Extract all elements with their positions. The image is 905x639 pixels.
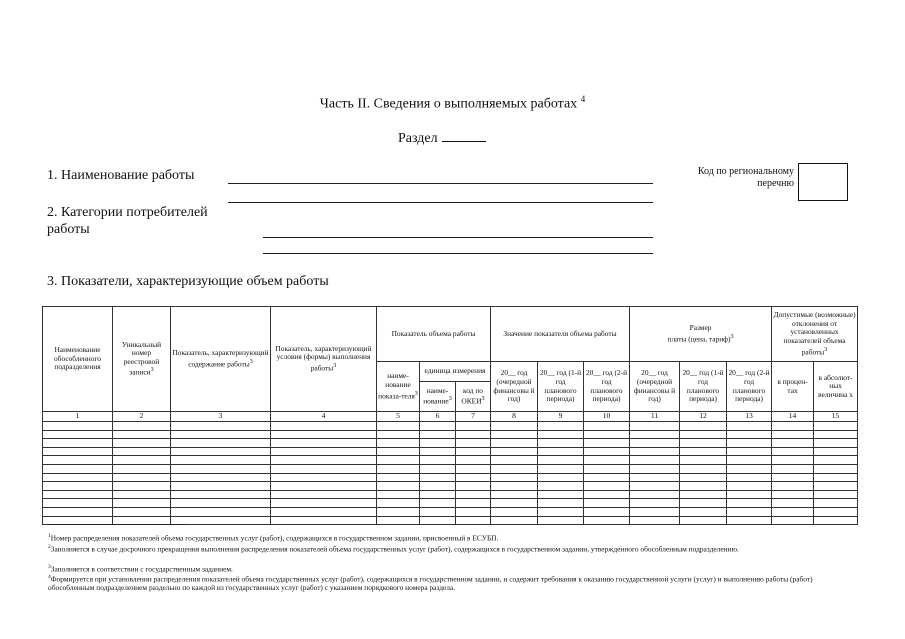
table-cell[interactable] — [491, 473, 538, 482]
table-cell[interactable] — [680, 422, 727, 431]
table-cell[interactable] — [538, 430, 584, 439]
code-label-line-2: перечню — [757, 178, 794, 189]
column-number: 4 — [271, 412, 377, 422]
table-cell[interactable] — [814, 473, 858, 482]
table-row — [43, 439, 858, 448]
table-cell[interactable] — [377, 422, 420, 431]
table-cell[interactable] — [491, 422, 538, 431]
table-cell[interactable] — [727, 464, 772, 473]
header-indicator-name — [377, 362, 420, 412]
table-cell[interactable] — [113, 490, 171, 499]
table-cell[interactable] — [271, 499, 377, 508]
table-cell[interactable] — [420, 490, 456, 499]
footnote-2 — [48, 543, 838, 554]
table-cell[interactable] — [420, 439, 456, 448]
header-content-indicator — [171, 307, 271, 412]
table-cell[interactable] — [420, 499, 456, 508]
table-cell[interactable] — [377, 430, 420, 439]
table-cell[interactable] — [584, 430, 630, 439]
table-cell[interactable] — [271, 422, 377, 431]
table-cell[interactable] — [420, 422, 456, 431]
table-cell[interactable] — [680, 490, 727, 499]
table-cell[interactable] — [271, 439, 377, 448]
header-fee-line-1: Размер — [689, 323, 712, 333]
table-cell[interactable] — [814, 422, 858, 431]
table-cell[interactable] — [814, 482, 858, 491]
header-deviations-ref: 3 — [824, 346, 828, 353]
table-cell[interactable] — [271, 430, 377, 439]
table-cell[interactable] — [377, 490, 420, 499]
part-title — [0, 94, 905, 113]
table-cell[interactable] — [491, 507, 538, 516]
table-cell[interactable] — [420, 447, 456, 456]
header-indicator-name-text: наиме-нование показа-теля — [378, 371, 415, 401]
table-cell[interactable] — [727, 490, 772, 499]
table-cell[interactable] — [772, 499, 814, 508]
table-cell[interactable] — [680, 447, 727, 456]
consumers-line-1[interactable] — [263, 237, 653, 238]
table-cell[interactable] — [113, 422, 171, 431]
table-cell[interactable] — [271, 516, 377, 525]
header-okei-code-ref: 3 — [481, 396, 485, 403]
code-label-line-1: Код по региональному — [697, 166, 794, 177]
header-content-indicator-ref: 3 — [249, 358, 253, 365]
table-cell[interactable] — [113, 447, 171, 456]
column-numbers-row — [43, 412, 858, 422]
table-cell[interactable] — [271, 447, 377, 456]
table-cell[interactable] — [377, 499, 420, 508]
table-cell[interactable] — [772, 456, 814, 465]
table-cell[interactable] — [113, 439, 171, 448]
table-row — [43, 456, 858, 465]
code-label — [672, 166, 794, 190]
consumers-label-2: работы — [47, 222, 90, 237]
table-cell[interactable] — [680, 473, 727, 482]
table-cell[interactable] — [171, 507, 271, 516]
header-year-current: 20__ год (очередной финансовы й год) — [491, 362, 538, 412]
table-cell[interactable] — [584, 447, 630, 456]
header-fee — [630, 307, 772, 362]
header-deviations — [772, 307, 858, 362]
table-cell[interactable] — [814, 464, 858, 473]
header-unique-number-ref: 3 — [150, 367, 154, 374]
table-cell[interactable] — [814, 490, 858, 499]
table-cell[interactable] — [814, 430, 858, 439]
header-unit: единица измерения — [420, 362, 491, 382]
table-cell[interactable] — [630, 499, 680, 508]
table-cell[interactable] — [680, 456, 727, 465]
table-cell[interactable] — [456, 482, 491, 491]
table-cell[interactable] — [772, 490, 814, 499]
header-year-plan2: 20__ год (2-й год планового периода) — [584, 362, 630, 412]
column-number: 13 — [727, 412, 772, 422]
table-cell[interactable] — [456, 507, 491, 516]
table-cell[interactable] — [491, 430, 538, 439]
section-label — [398, 130, 486, 147]
table-cell[interactable] — [772, 516, 814, 525]
table-cell[interactable] — [584, 439, 630, 448]
work-name-line-1[interactable] — [228, 183, 653, 184]
header-fee-year-current: 20__ год (очередной финансовы й год) — [630, 362, 680, 412]
header-volume-indicator: Показатель объема работы — [377, 307, 491, 362]
table-cell[interactable] — [491, 490, 538, 499]
table-cell[interactable] — [113, 482, 171, 491]
table-cell[interactable] — [727, 430, 772, 439]
table-cell[interactable] — [727, 439, 772, 448]
table-row — [43, 447, 858, 456]
table-cell[interactable] — [43, 490, 113, 499]
header-volume-value: Значение показателя объема работы — [491, 307, 630, 362]
table-cell[interactable] — [772, 464, 814, 473]
table-cell[interactable] — [377, 473, 420, 482]
table-cell[interactable] — [584, 422, 630, 431]
table-cell[interactable] — [680, 482, 727, 491]
table-cell[interactable] — [814, 507, 858, 516]
table-cell[interactable] — [630, 422, 680, 431]
header-unit-name-text: наиме-нование — [423, 385, 449, 406]
table-cell[interactable] — [171, 439, 271, 448]
volume-table — [42, 306, 858, 525]
part-title-ref: 4 — [580, 94, 586, 104]
table-cell[interactable] — [171, 482, 271, 491]
table-cell[interactable] — [772, 422, 814, 431]
table-cell[interactable] — [680, 507, 727, 516]
table-cell[interactable] — [171, 499, 271, 508]
table-cell[interactable] — [456, 447, 491, 456]
table-cell[interactable] — [420, 516, 456, 525]
table-cell[interactable] — [630, 490, 680, 499]
header-in-percent: в процен-тах — [772, 362, 814, 412]
table-cell[interactable] — [772, 439, 814, 448]
table-cell[interactable] — [630, 482, 680, 491]
column-number: 15 — [814, 412, 858, 422]
table-cell[interactable] — [727, 456, 772, 465]
table-cell[interactable] — [456, 456, 491, 465]
column-number: 8 — [491, 412, 538, 422]
table-cell[interactable] — [538, 490, 584, 499]
table-cell[interactable] — [377, 507, 420, 516]
header-content-indicator-text: Показатель, характеризующий содержание работы — [172, 348, 269, 369]
table-cell[interactable] — [680, 516, 727, 525]
table-cell[interactable] — [584, 490, 630, 499]
table-cell[interactable] — [680, 499, 727, 508]
table-cell[interactable] — [43, 430, 113, 439]
table-cell[interactable] — [113, 464, 171, 473]
header-unit-name — [420, 382, 456, 412]
table-cell[interactable] — [538, 507, 584, 516]
consumers-line-2[interactable] — [263, 253, 653, 254]
table-cell[interactable] — [271, 456, 377, 465]
table-cell[interactable] — [584, 516, 630, 525]
header-unit-name-ref: 3 — [448, 396, 452, 403]
table-cell[interactable] — [538, 482, 584, 491]
table-cell[interactable] — [727, 516, 772, 525]
table-row — [43, 422, 858, 431]
column-number: 9 — [538, 412, 584, 422]
column-number: 5 — [377, 412, 420, 422]
table-cell[interactable] — [420, 456, 456, 465]
table-cell[interactable] — [584, 464, 630, 473]
table-cell[interactable] — [377, 456, 420, 465]
table-cell[interactable] — [630, 473, 680, 482]
table-cell[interactable] — [171, 464, 271, 473]
table-cell[interactable] — [456, 516, 491, 525]
header-fee-line-2: платы (цена, тариф) — [667, 334, 731, 344]
table-cell[interactable] — [491, 464, 538, 473]
table-cell[interactable] — [456, 473, 491, 482]
table-cell[interactable] — [43, 422, 113, 431]
table-cell[interactable] — [538, 464, 584, 473]
table-cell[interactable] — [420, 507, 456, 516]
footnote-1 — [48, 532, 838, 543]
table-cell[interactable] — [456, 490, 491, 499]
table-cell[interactable] — [538, 439, 584, 448]
work-name-label: 1. Наименование работы — [47, 168, 195, 183]
header-subdivision: Наименование обособленного подразделения — [43, 307, 113, 412]
table-cell[interactable] — [377, 447, 420, 456]
table-cell[interactable] — [772, 430, 814, 439]
table-cell[interactable] — [680, 430, 727, 439]
table-cell[interactable] — [538, 473, 584, 482]
table-cell[interactable] — [630, 447, 680, 456]
column-number: 14 — [772, 412, 814, 422]
table-cell[interactable] — [113, 473, 171, 482]
table-cell[interactable] — [171, 430, 271, 439]
table-cell[interactable] — [377, 516, 420, 525]
footnote-text: Номер распределения показателей объема государственных услуг (работ), содержащихся в государственном задании, присвоенный в ЕСУБП. — [50, 533, 499, 543]
column-number: 6 — [420, 412, 456, 422]
table-cell[interactable] — [491, 482, 538, 491]
table-row — [43, 464, 858, 473]
table-row — [43, 507, 858, 516]
table-cell[interactable] — [420, 473, 456, 482]
header-unique-number — [113, 307, 171, 412]
table-cell[interactable] — [43, 473, 113, 482]
footnote-text: Заполняется в соответствии с государственным заданием. — [50, 564, 233, 574]
header-indicator-name-ref: 3 — [414, 390, 418, 397]
table-cell[interactable] — [271, 490, 377, 499]
column-number: 3 — [171, 412, 271, 422]
header-deviations-text: Допустимые (возможные) отклонения от установленных показателей объема работы — [773, 310, 856, 357]
table-cell[interactable] — [171, 447, 271, 456]
table-cell[interactable] — [491, 499, 538, 508]
table-cell[interactable] — [727, 507, 772, 516]
table-cell[interactable] — [43, 499, 113, 508]
footnote-text: Заполняется в случае досрочного прекращения выполнения распределения показателей объема государственных услуг (работ), содержащихся в государственном задании, утвержденного обособленным подразделению. — [50, 544, 739, 554]
table-cell[interactable] — [814, 439, 858, 448]
header-conditions-indicator-text: Показатель, характеризующий условия (формы) выполнения работы — [275, 343, 372, 373]
footnote-ref: 2 — [48, 544, 51, 550]
table-cell[interactable] — [43, 439, 113, 448]
table-cell[interactable] — [271, 507, 377, 516]
table-cell[interactable] — [456, 430, 491, 439]
table-cell[interactable] — [584, 482, 630, 491]
table-cell[interactable] — [538, 499, 584, 508]
table-cell[interactable] — [420, 482, 456, 491]
column-number: 10 — [584, 412, 630, 422]
header-in-absolute: в абсолют-ных величина х — [814, 362, 858, 412]
section-label-text: Раздел — [398, 131, 438, 146]
table-cell[interactable] — [43, 507, 113, 516]
table-cell[interactable] — [772, 507, 814, 516]
table-cell[interactable] — [538, 422, 584, 431]
table-cell[interactable] — [377, 439, 420, 448]
table-cell[interactable] — [113, 507, 171, 516]
table-cell[interactable] — [538, 456, 584, 465]
header-okei-code — [456, 382, 491, 412]
table-cell[interactable] — [772, 447, 814, 456]
table-cell[interactable] — [727, 499, 772, 508]
table-cell[interactable] — [456, 499, 491, 508]
header-year-plan1: 20__ год (1-й год планового периода) — [538, 362, 584, 412]
header-fee-year-plan1: 20__ год (1-й год планового периода) — [680, 362, 727, 412]
table-cell[interactable] — [584, 499, 630, 508]
table-cell[interactable] — [680, 439, 727, 448]
column-number: 11 — [630, 412, 680, 422]
footnote-rule — [48, 524, 188, 525]
table-cell[interactable] — [491, 456, 538, 465]
table-cell[interactable] — [491, 439, 538, 448]
table-cell[interactable] — [772, 482, 814, 491]
table-cell[interactable] — [814, 447, 858, 456]
table-cell[interactable] — [271, 473, 377, 482]
footnote-ref: 1 — [48, 533, 51, 539]
table-cell[interactable] — [814, 456, 858, 465]
table-cell[interactable] — [43, 482, 113, 491]
work-name-line-2[interactable] — [228, 202, 653, 203]
header-fee-ref: 3 — [730, 333, 734, 340]
table-cell[interactable] — [727, 482, 772, 491]
table-cell[interactable] — [377, 464, 420, 473]
header-conditions-indicator-ref: 3 — [333, 363, 337, 370]
table-cell[interactable] — [113, 430, 171, 439]
table-cell[interactable] — [171, 422, 271, 431]
indicators-title: 3. Показатели, характеризующие объем работы — [47, 274, 329, 289]
footnote-4 — [48, 573, 838, 593]
table-cell[interactable] — [171, 473, 271, 482]
column-number: 12 — [680, 412, 727, 422]
table-cell[interactable] — [491, 447, 538, 456]
footnote-ref: 4 — [48, 574, 51, 580]
table-cell[interactable] — [171, 490, 271, 499]
table-cell[interactable] — [113, 499, 171, 508]
table-cell[interactable] — [43, 456, 113, 465]
table-row — [43, 430, 858, 439]
table-cell[interactable] — [538, 516, 584, 525]
table-cell[interactable] — [43, 447, 113, 456]
table-cell[interactable] — [814, 516, 858, 525]
table-cell[interactable] — [630, 456, 680, 465]
table-cell[interactable] — [491, 516, 538, 525]
table-cell[interactable] — [584, 456, 630, 465]
table-cell[interactable] — [727, 447, 772, 456]
table-cell[interactable] — [456, 464, 491, 473]
footnote-text: Формируется при установлении распределения показателей объема государственных услуг (работ), содержащихся в государственном задании, и содержит требования к оказанию государственной услуги (услуг) и выполнению работы (работ) обособленным подразделением раздельно по каждой из государственных услуг (работ) с указанием порядкового номера раздела. — [48, 574, 813, 593]
table-cell[interactable] — [271, 482, 377, 491]
table-cell[interactable] — [456, 439, 491, 448]
part-title-text: Часть II. Сведения о выполняемых работах — [319, 96, 578, 112]
table-cell[interactable] — [630, 516, 680, 525]
header-unique-number-text: Уникальный номер реестровой записи — [121, 339, 162, 377]
header-conditions-indicator — [271, 307, 377, 412]
code-box[interactable] — [798, 163, 848, 201]
column-number: 1 — [43, 412, 113, 422]
section-number-blank[interactable] — [442, 130, 486, 142]
table-row — [43, 482, 858, 491]
table-cell[interactable] — [727, 422, 772, 431]
table-cell[interactable] — [113, 456, 171, 465]
table-cell[interactable] — [456, 422, 491, 431]
table-cell[interactable] — [772, 473, 814, 482]
footnote-ref: 3 — [48, 564, 51, 570]
table-cell[interactable] — [377, 482, 420, 491]
table-cell[interactable] — [43, 464, 113, 473]
table-cell[interactable] — [630, 507, 680, 516]
table-cell[interactable] — [271, 464, 377, 473]
table-row — [43, 473, 858, 482]
table-cell[interactable] — [680, 464, 727, 473]
table-row — [43, 490, 858, 499]
header-fee-year-plan2: 20__ год (2-й год планового периода) — [727, 362, 772, 412]
table-cell[interactable] — [630, 464, 680, 473]
table-cell[interactable] — [171, 456, 271, 465]
table-cell[interactable] — [584, 507, 630, 516]
table-cell[interactable] — [538, 447, 584, 456]
table-row — [43, 499, 858, 508]
table-cell[interactable] — [584, 473, 630, 482]
table-cell[interactable] — [630, 439, 680, 448]
table-cell[interactable] — [814, 499, 858, 508]
column-number: 7 — [456, 412, 491, 422]
header-okei-code-text: код по ОКЕИ — [461, 385, 483, 406]
table-cell[interactable] — [630, 430, 680, 439]
column-number: 2 — [113, 412, 171, 422]
consumers-label-1: 2. Категории потребителей — [47, 205, 208, 220]
table-cell[interactable] — [420, 430, 456, 439]
table-cell[interactable] — [727, 473, 772, 482]
table-cell[interactable] — [420, 464, 456, 473]
